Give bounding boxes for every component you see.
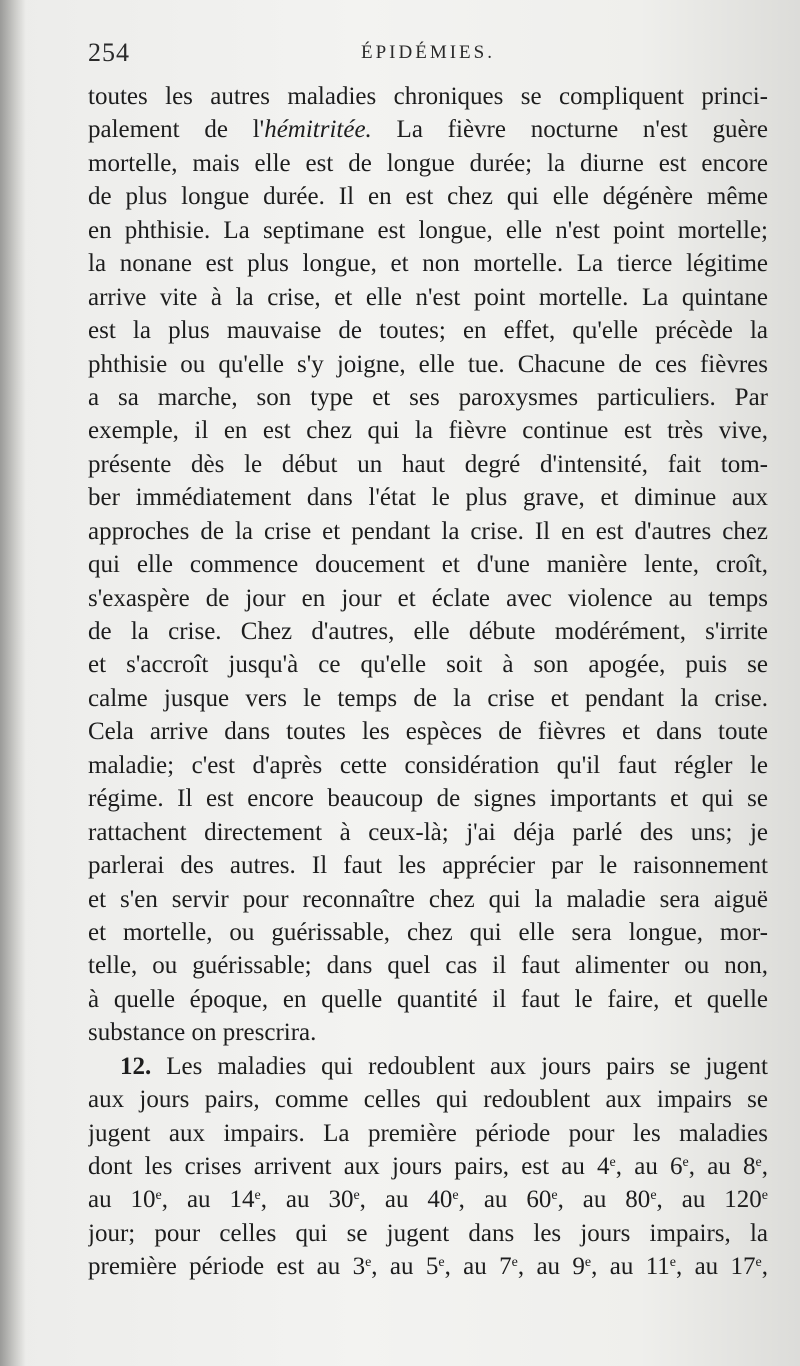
- italic-term: hémitritée.: [264, 116, 372, 144]
- text-line: approches de la crise et pendant la crise. Il en est d'autres chez: [88, 517, 768, 545]
- text-line: Cela arrive dans toutes les espèces de fièvres et dans toute: [88, 718, 768, 746]
- text-line: a sa marche, son type et ses paroxysmes particuliers. Par: [88, 383, 768, 411]
- text-line: jugent aux impairs. La première période pour les maladies: [88, 1119, 768, 1147]
- text-line: la nonane est plus longue, et non mortelle. La tierce légitime: [88, 250, 768, 278]
- running-title: ÉPIDÉMIES.: [361, 42, 495, 63]
- text-line: en phthisie. La septimane est longue, elle n'est point mortelle;: [88, 216, 768, 244]
- text-line: substance on prescrira.: [88, 1019, 317, 1047]
- text-line: de la crise. Chez d'autres, elle débute modérément, s'irrite: [88, 618, 768, 645]
- text-line: première période est au 3e, au 5e, au 7e, au 9e, au 11e, au 17e,: [88, 1253, 768, 1281]
- text-line: et s'en servir pour reconnaître chez qui la maladie sera aiguë: [88, 885, 768, 913]
- text-line: et mortelle, ou guérissable, chez qui elle sera longue, mor-: [88, 918, 768, 946]
- page-header: [88, 38, 768, 68]
- text-line: et s'accroît jusqu'à ce qu'elle soit à son apogée, puis se: [88, 651, 768, 679]
- text-line: s'exaspère de jour en jour et éclate avec violence au temps: [88, 584, 768, 612]
- body-text: [88, 80, 768, 1284]
- text-line: palement de l'hémitritée. La fièvre nocturne n'est guère: [88, 116, 768, 144]
- section-number: 12.: [120, 1052, 152, 1080]
- text-line: telle, ou guérissable; dans quel cas il faut alimenter ou non,: [88, 952, 768, 980]
- text-line: jour; pour celles qui se jugent dans les jours impairs, la: [88, 1219, 768, 1247]
- page-gutter-shadow: [0, 0, 26, 1366]
- text-line: aux jours pairs, comme celles qui redoublent aux impairs se: [88, 1086, 768, 1114]
- text-line: rattachent directement à ceux-là; j'ai déja parlé des uns; je: [88, 818, 768, 846]
- text-line: qui elle commence doucement et d'une manière lente, croît,: [88, 551, 768, 579]
- text-line: dont les crises arrivent aux jours pairs, est au 4e, au 6e, au 8e,: [88, 1153, 768, 1180]
- text-line: présente dès le début un haut degré d'intensité, fait tom-: [88, 450, 768, 478]
- text-line: calme jusque vers le temps de la crise et pendant la crise.: [88, 684, 768, 712]
- page-number: 254: [88, 38, 130, 67]
- text-line: exemple, il en est chez qui la fièvre continue est très vive,: [88, 417, 768, 445]
- text-line: ber immédiatement dans l'état le plus grave, et diminue aux: [88, 484, 768, 512]
- text-line: de plus longue durée. Il en est chez qui elle dégénère même: [88, 183, 768, 211]
- text-line: mortelle, mais elle est de longue durée; la diurne est encore: [88, 149, 768, 177]
- text-line: au 10e, au 14e, au 30e, au 40e, au 60e, au 80e, au 120e: [88, 1186, 768, 1214]
- text-line: est la plus mauvaise de toutes; en effet, qu'elle précède la: [88, 317, 768, 345]
- text-line: toutes les autres maladies chroniques se compliquent princi-: [88, 83, 768, 110]
- text-line: arrive vite à la crise, et elle n'est point mortelle. La quintane: [88, 283, 768, 311]
- text-line: phthisie ou qu'elle s'y joigne, elle tue. Chacune de ces fièvres: [88, 350, 768, 378]
- text-line: maladie; c'est d'après cette considération qu'il faut régler le: [88, 751, 768, 779]
- text-line: régime. Il est encore beaucoup de signes importants et qui se: [88, 785, 768, 813]
- text-line: à quelle époque, en quelle quantité il faut le faire, et quelle: [88, 985, 768, 1013]
- paragraph-start-line: 12. Les maladies qui redoublent aux jours pairs se jugent: [120, 1052, 768, 1080]
- text-line: parlerai des autres. Il faut les apprécier par le raisonnement: [88, 852, 768, 880]
